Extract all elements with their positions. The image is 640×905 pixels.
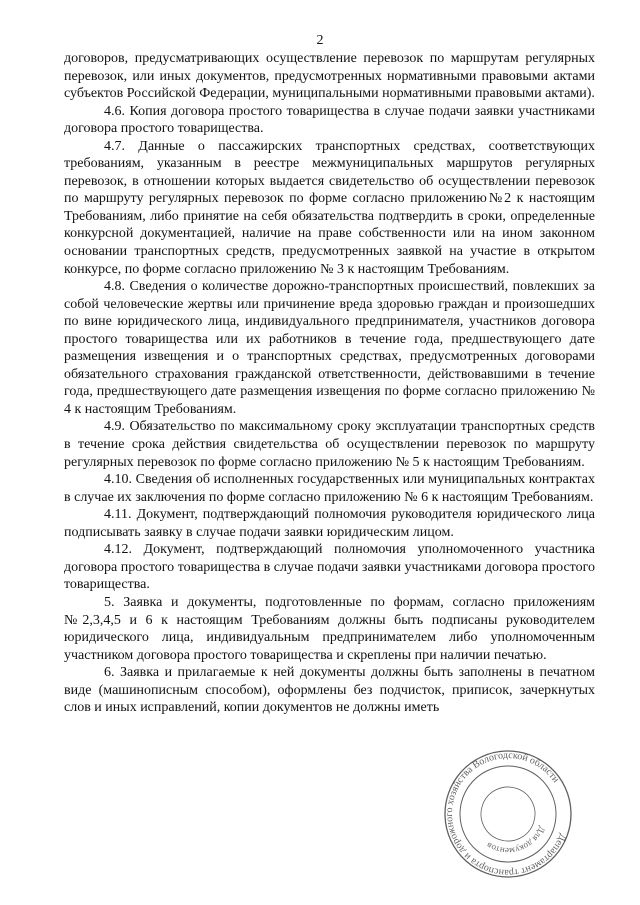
document-body — [64, 50, 595, 717]
paragraph-4-8: 4.8. Сведения о количестве дорожно-транспортных происшествий, повлекших за собой человеческие жертвы или причинение вреда здоровью граждан и произошедших по вине юридического лица, индивидуального предпринимателя, участников договора простого товарищества или их работников в течение года, предшествующего дате размещения извещения и о транспортных средствах, предусмотренных договорами обязательного страхования гражданской ответственности, действовавшими в течение года, предшествующего дате размещения извещения по форме согласно приложению № 4 к настоящим Требованиям. — [64, 279, 595, 417]
stamp-outer-text: Департамент транспорта и дорожного хозяйства Вологодской области — [443, 749, 569, 879]
page-number: 2 — [316, 33, 324, 48]
paragraph-5: 5. Заявка и документы, подготовленные по формам, согласно приложениям №2,3,4,5 и 6 к настоящим Требованиям должны быть подписаны руководителем юридического лица, индивидуальным предпринимателем либо уполномоченным участником договора простого товарищества и скреплены при наличии печатью. — [64, 594, 595, 663]
paragraph-4-6: 4.6. Копия договора простого товарищества в случае подачи заявки участниками договора простого товарищества. — [64, 103, 595, 137]
svg-text:Департамент транспорта и дорож — [432, 748, 584, 880]
paragraph-4-10: 4.10. Сведения об исполненных государственных или муниципальных контрактах в случае их заключения по форме согласно приложению № 6 к настоящим Требованиям. — [64, 472, 595, 505]
paragraph-4-9: 4.9. Обязательство по максимальному сроку эксплуатации транспортных средств в течение срока действия свидетельства об осуществлении перевозок по маршруту регулярных перевозок по форме согласно приложению № 5 к настоящим Требованиям. — [64, 419, 595, 470]
paragraph-6: 6. Заявка и прилагаемые к ней документы должны быть заполнены в печатном виде (машинописным способом), оформлены без подчисток, приписок, зачеркнутых слов и иных исправлений, копии документов не должны иметь — [64, 665, 595, 716]
stamp-inner-text: Для документов — [484, 824, 548, 857]
paragraph-continuation: договоров, предусматривающих осуществление перевозок по маршрутам регулярных перевозок, или иных документов, предусмотренных нормативными правовыми актами субъектов Российской Федерации, муниципальными нормативными правовыми актами). — [64, 51, 595, 102]
paragraph-4-12: 4.12. Документ, подтверждающий полномочия уполномоченного участника договора простого товарищества в случае подачи заявки участниками договора простого товарищества. — [64, 542, 595, 593]
official-stamp-icon — [432, 748, 584, 880]
paragraph-4-7: 4.7. Данные о пассажирских транспортных средствах, соответствующих требованиям, указанным в реестре межмуниципальных маршрутов регулярных перевозок, в отношении которых выдается свидетельство об осуществлении перевозок по маршруту регулярных перевозок по форме согласно приложению№2 к настоящим Требованиям, либо принятие на себя обязательства подтвердить в сроки, определенные конкурсной документацией, наличие на праве собственности или на ином законном основании транспортных средств, предусмотренных заявкой на участие в открытом конкурсе, по форме согласно приложению № 3 к настоящим Требованиям. — [64, 138, 595, 277]
paragraph-4-11: 4.11. Документ, подтверждающий полномочия руководителя юридического лица подписывать заявку в случае подачи заявки юридическим лицом. — [64, 507, 595, 540]
